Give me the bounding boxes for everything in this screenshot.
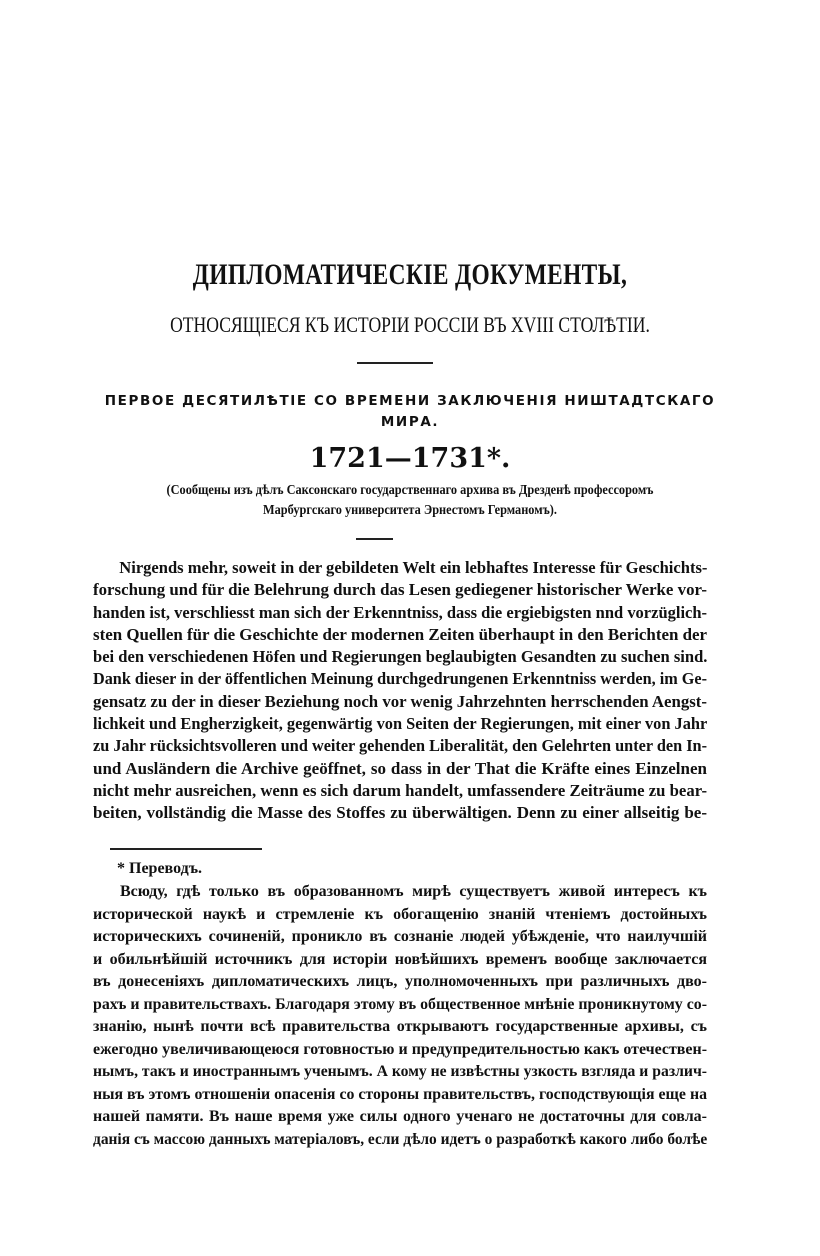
body-line: bei den verschiedenen Höfen und Regierungen beglaubigten Gesandten zu suchen sind.	[93, 647, 708, 667]
body-line: lichkeit und Engherzigkeit, gegenwärtig von Seiten der Regierungen, mit einer von Jahr	[93, 714, 708, 734]
divider-short	[356, 538, 393, 540]
body-line: gensatz zu der in dieser Beziehung noch vor wenig Jahrzehnten herrschenden Aengst-	[93, 691, 707, 711]
body-line: Nirgends mehr, soweit in der gebildeten Welt ein lebhaftes Interesse für Geschichts-	[119, 558, 708, 577]
footnote-rule	[110, 848, 262, 850]
body-line: handen ist, verschliesst man sich der Erkenntniss, dass die ergiebigsten nnd vorzüglich-	[93, 602, 708, 622]
footnote-line: ныя въ этомъ отношеніи опасенія со стороны правительствъ, господствующія еще на	[93, 1085, 707, 1103]
body-line: Dank dieser in der öffentlichen Meinung durchgedrungenen Erkenntniss werden, im Ge-	[93, 669, 707, 689]
footnote-line: исторической наукѣ и стремленіе къ обогащенію знаній чтеніемъ достойныхъ	[93, 905, 707, 923]
footnote-line: нымъ, такъ и иностраннымъ ученымъ. А кому не извѣстны узкость взгляда и различ-	[93, 1063, 707, 1080]
footnote-line: ежегодно увеличивающеюся готовностью и предупредительностью какъ отечествен-	[93, 1040, 707, 1058]
footnote-line: и обильнѣйшій источникъ для исторіи новѣйшихъ временъ вообще заключается	[93, 950, 707, 968]
section-heading-line-1: ПЕРВОЕ ДЕСЯТИЛѢТІЕ СО ВРЕМЕНИ ЗАКЛЮЧЕНІЯ НИШТАДТСКАГО	[104, 393, 716, 409]
years-heading: 1721—1731*.	[309, 443, 511, 474]
footnote-line: историческихъ сочиненій, проникло въ сознаніе людей убѣжденіе, что наилучшій	[93, 928, 707, 945]
section-heading-line-2: МИРА.	[380, 414, 440, 430]
body-line: forschung und für die Belehrung durch das Lesen gediegener historischer Werke vor-	[93, 580, 707, 600]
main-body-text	[93, 557, 707, 825]
source-note-line-2: Марбургскаго университета Эрнестомъ Германомъ).	[262, 503, 558, 518]
footnote-line: нашей памяти. Въ наше время уже силы одного ученаго не достаточны для совла-	[93, 1108, 707, 1125]
body-line: zu Jahr rücksichtsvolleren und weiter gehenden Liberalität, den Gelehrten unter den In-	[93, 736, 707, 756]
document-title: ДИПЛОМАТИЧЕСКІЕ ДОКУМЕНТЫ,	[192, 258, 628, 291]
footnote-line: данія съ массою данныхъ матеріаловъ, если дѣло идетъ о разработкѣ какого либо болѣе	[93, 1130, 708, 1148]
source-note-line-1: (Сообщены изъ дѣлъ Саксонскаго государственнаго архива въ Дрезденѣ профессоромъ	[166, 483, 654, 498]
divider	[357, 362, 433, 364]
body-line: nicht mehr ausreichen, wenn es sich darum handelt, umfassendere Zeiträume zu bear-	[93, 780, 708, 800]
footnote-line: рахъ и правительствахъ. Благодаря этому въ общественное мнѣніе проникнутому со-	[93, 995, 707, 1013]
footnote-line: знанію, нынѣ почти всѣ правительства открываютъ государственные архивы, съ	[93, 1018, 707, 1035]
footnote-text	[93, 881, 707, 1151]
document-subtitle: ОТНОСЯЩІЕСЯ КЪ ИСТОРІИ РОССІИ ВЪ XVIII СТОЛѢТІИ.	[170, 312, 650, 337]
footnote-label: * Переводъ.	[117, 860, 203, 877]
footnote-line: въ донесеніяхъ дипломатическихъ лицъ, уполномоченныхъ при различныхъ дво-	[93, 973, 707, 990]
body-line: sten Quellen für die Geschichte der modernen Zeiten überhaupt in den Berichten der	[93, 624, 708, 644]
body-line: und Ausländern die Archive geöffnet, so dass in der That die Kräfte eines Einzelnen	[93, 758, 707, 778]
body-line: beiten, vollständig die Masse des Stoffes zu überwältigen. Denn zu einer allseitig be-	[93, 803, 707, 823]
footnote-line: Всюду, гдѣ только въ образованномъ мирѣ существуетъ живой интересъ къ	[120, 883, 707, 900]
